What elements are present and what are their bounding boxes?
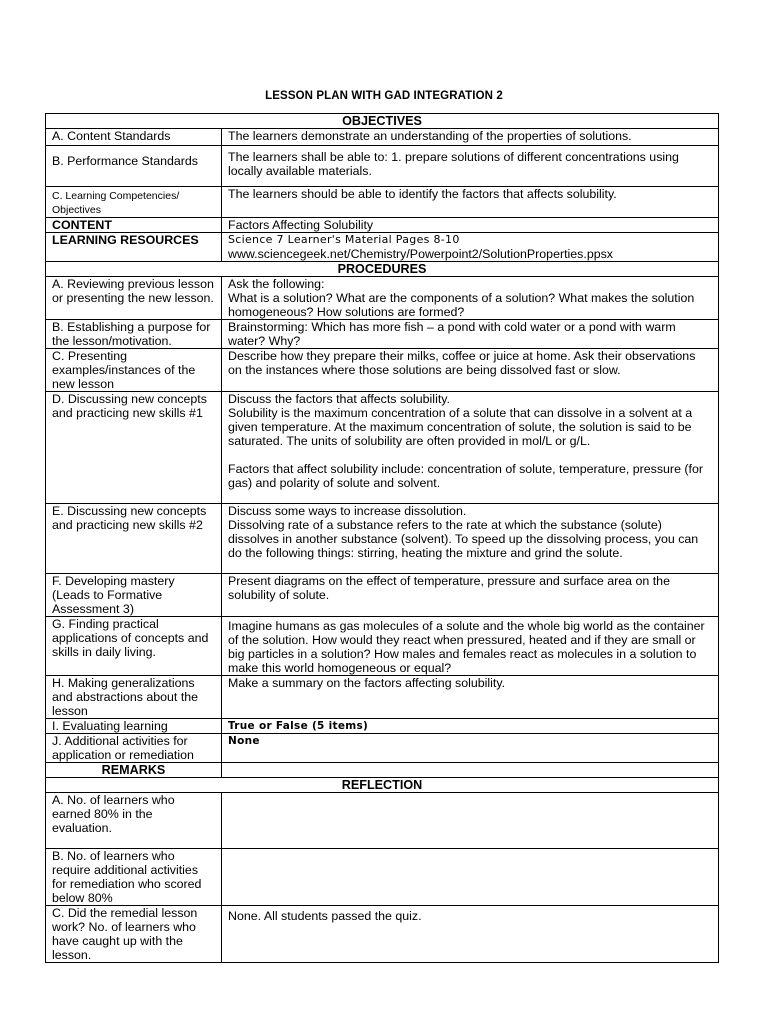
procedure-value: Make a summary on the factors affecting solubility. (222, 676, 719, 719)
procedure-value: Describe how they prepare their milks, coffee or juice at home. Ask their observations on the instances where those solutions are being dissolved fast or slow. (222, 349, 719, 392)
procedure-value: Brainstorming: Which has more fish – a pond with cold water or a pond with warm water? Why? (222, 320, 719, 349)
procedure-label: H. Making generalizations and abstractions about the lesson (46, 676, 222, 719)
procedure-label: D. Discussing new concepts and practicing new skills #1 (46, 392, 222, 504)
reflection-label: A. No. of learners who earned 80% in the evaluation. (46, 793, 222, 849)
reflection-value: None. All students passed the quiz. (222, 906, 719, 963)
procedure-value: None (222, 734, 719, 763)
procedure-value: Discuss the factors that affects solubility. Solubility is the maximum concentration of a solute that can dissolve in a solvent at a given temperature. At the maximum concentration of solute, the solution is said to be saturated. The units of solubility are often provided in mol/L or g/L. Factors that affect solubility include: concentration of solute, temperature, pressure (for gas) and polarity of solute and solvent. (222, 392, 719, 504)
reflection-label: B. No. of learners who require additional activities for remediation who scored below 80% (46, 849, 222, 906)
remarks-value (222, 763, 719, 778)
procedure-value: Discuss some ways to increase dissolution. Dissolving rate of a substance refers to the rate at which the substance (solute) dissolves in another substance (solvent). To speed up the dissolving process, you can do the following things: stirring, heating the mixture and grind the solute. (222, 504, 719, 574)
procedure-label: F. Developing mastery (Leads to Formative Assessment 3) (46, 574, 222, 617)
performance-standards-label: B. Performance Standards (46, 146, 222, 187)
procedure-value: Imagine humans as gas molecules of a solute and the whole big world as the container of the solution. How would they react when pressured, heated and if they are small or big particles in a solution? How males and females react as molecules in a solution to make this world homogeneous or equal? (222, 617, 719, 676)
learning-competencies-value: The learners should be able to identify the factors that affects solubility. (222, 187, 719, 218)
content-standards-value: The learners demonstrate an understanding of the properties of solutions. (222, 129, 719, 146)
content-value: Factors Affecting Solubility (222, 218, 719, 233)
learning-resources-line1: Science 7 Learner's Material Pages 8-10 (228, 233, 460, 246)
content-standards-label: A. Content Standards (46, 129, 222, 146)
procedure-label: J. Additional activities for application or remediation (46, 734, 222, 763)
reflection-value (222, 849, 719, 906)
content-label: CONTENT (46, 218, 222, 233)
objectives-header: OBJECTIVES (46, 114, 719, 129)
remarks-label: REMARKS (46, 763, 222, 778)
learning-resources-value (222, 233, 719, 262)
procedure-label: A. Reviewing previous lesson or presenting the new lesson. (46, 277, 222, 320)
procedure-label: B. Establishing a purpose for the lesson/motivation. (46, 320, 222, 349)
reflection-value (222, 793, 719, 849)
procedures-header: PROCEDURES (46, 262, 719, 277)
reflection-header: REFLECTION (46, 778, 719, 793)
learning-resources-label: LEARNING RESOURCES (46, 233, 222, 262)
procedure-value: Present diagrams on the effect of temperature, pressure and surface area on the solubility of solute. (222, 574, 719, 617)
procedure-label: C. Presenting examples/instances of the new lesson (46, 349, 222, 392)
learning-competencies-label: C. Learning Competencies/ Objectives (46, 187, 222, 218)
procedure-label: G. Finding practical applications of concepts and skills in daily living. (46, 617, 222, 676)
procedure-value: True or False (5 items) (222, 719, 719, 734)
learning-resources-line2: www.sciencegeek.net/Chemistry/Powerpoint2/SolutionProperties.ppsx (228, 247, 613, 261)
page-title: LESSON PLAN WITH GAD INTEGRATION 2 (265, 90, 503, 102)
lesson-plan-table (45, 113, 719, 963)
procedure-label: I. Evaluating learning (46, 719, 222, 734)
procedure-label: E. Discussing new concepts and practicing new skills #2 (46, 504, 222, 574)
procedure-value: Ask the following: What is a solution? What are the components of a solution? What makes the solution homogeneous? How solutions are formed? (222, 277, 719, 320)
performance-standards-value: The learners shall be able to: 1. prepare solutions of different concentrations using locally available materials. (222, 146, 719, 187)
reflection-label: C. Did the remedial lesson work? No. of learners who have caught up with the lesson. (46, 906, 222, 963)
